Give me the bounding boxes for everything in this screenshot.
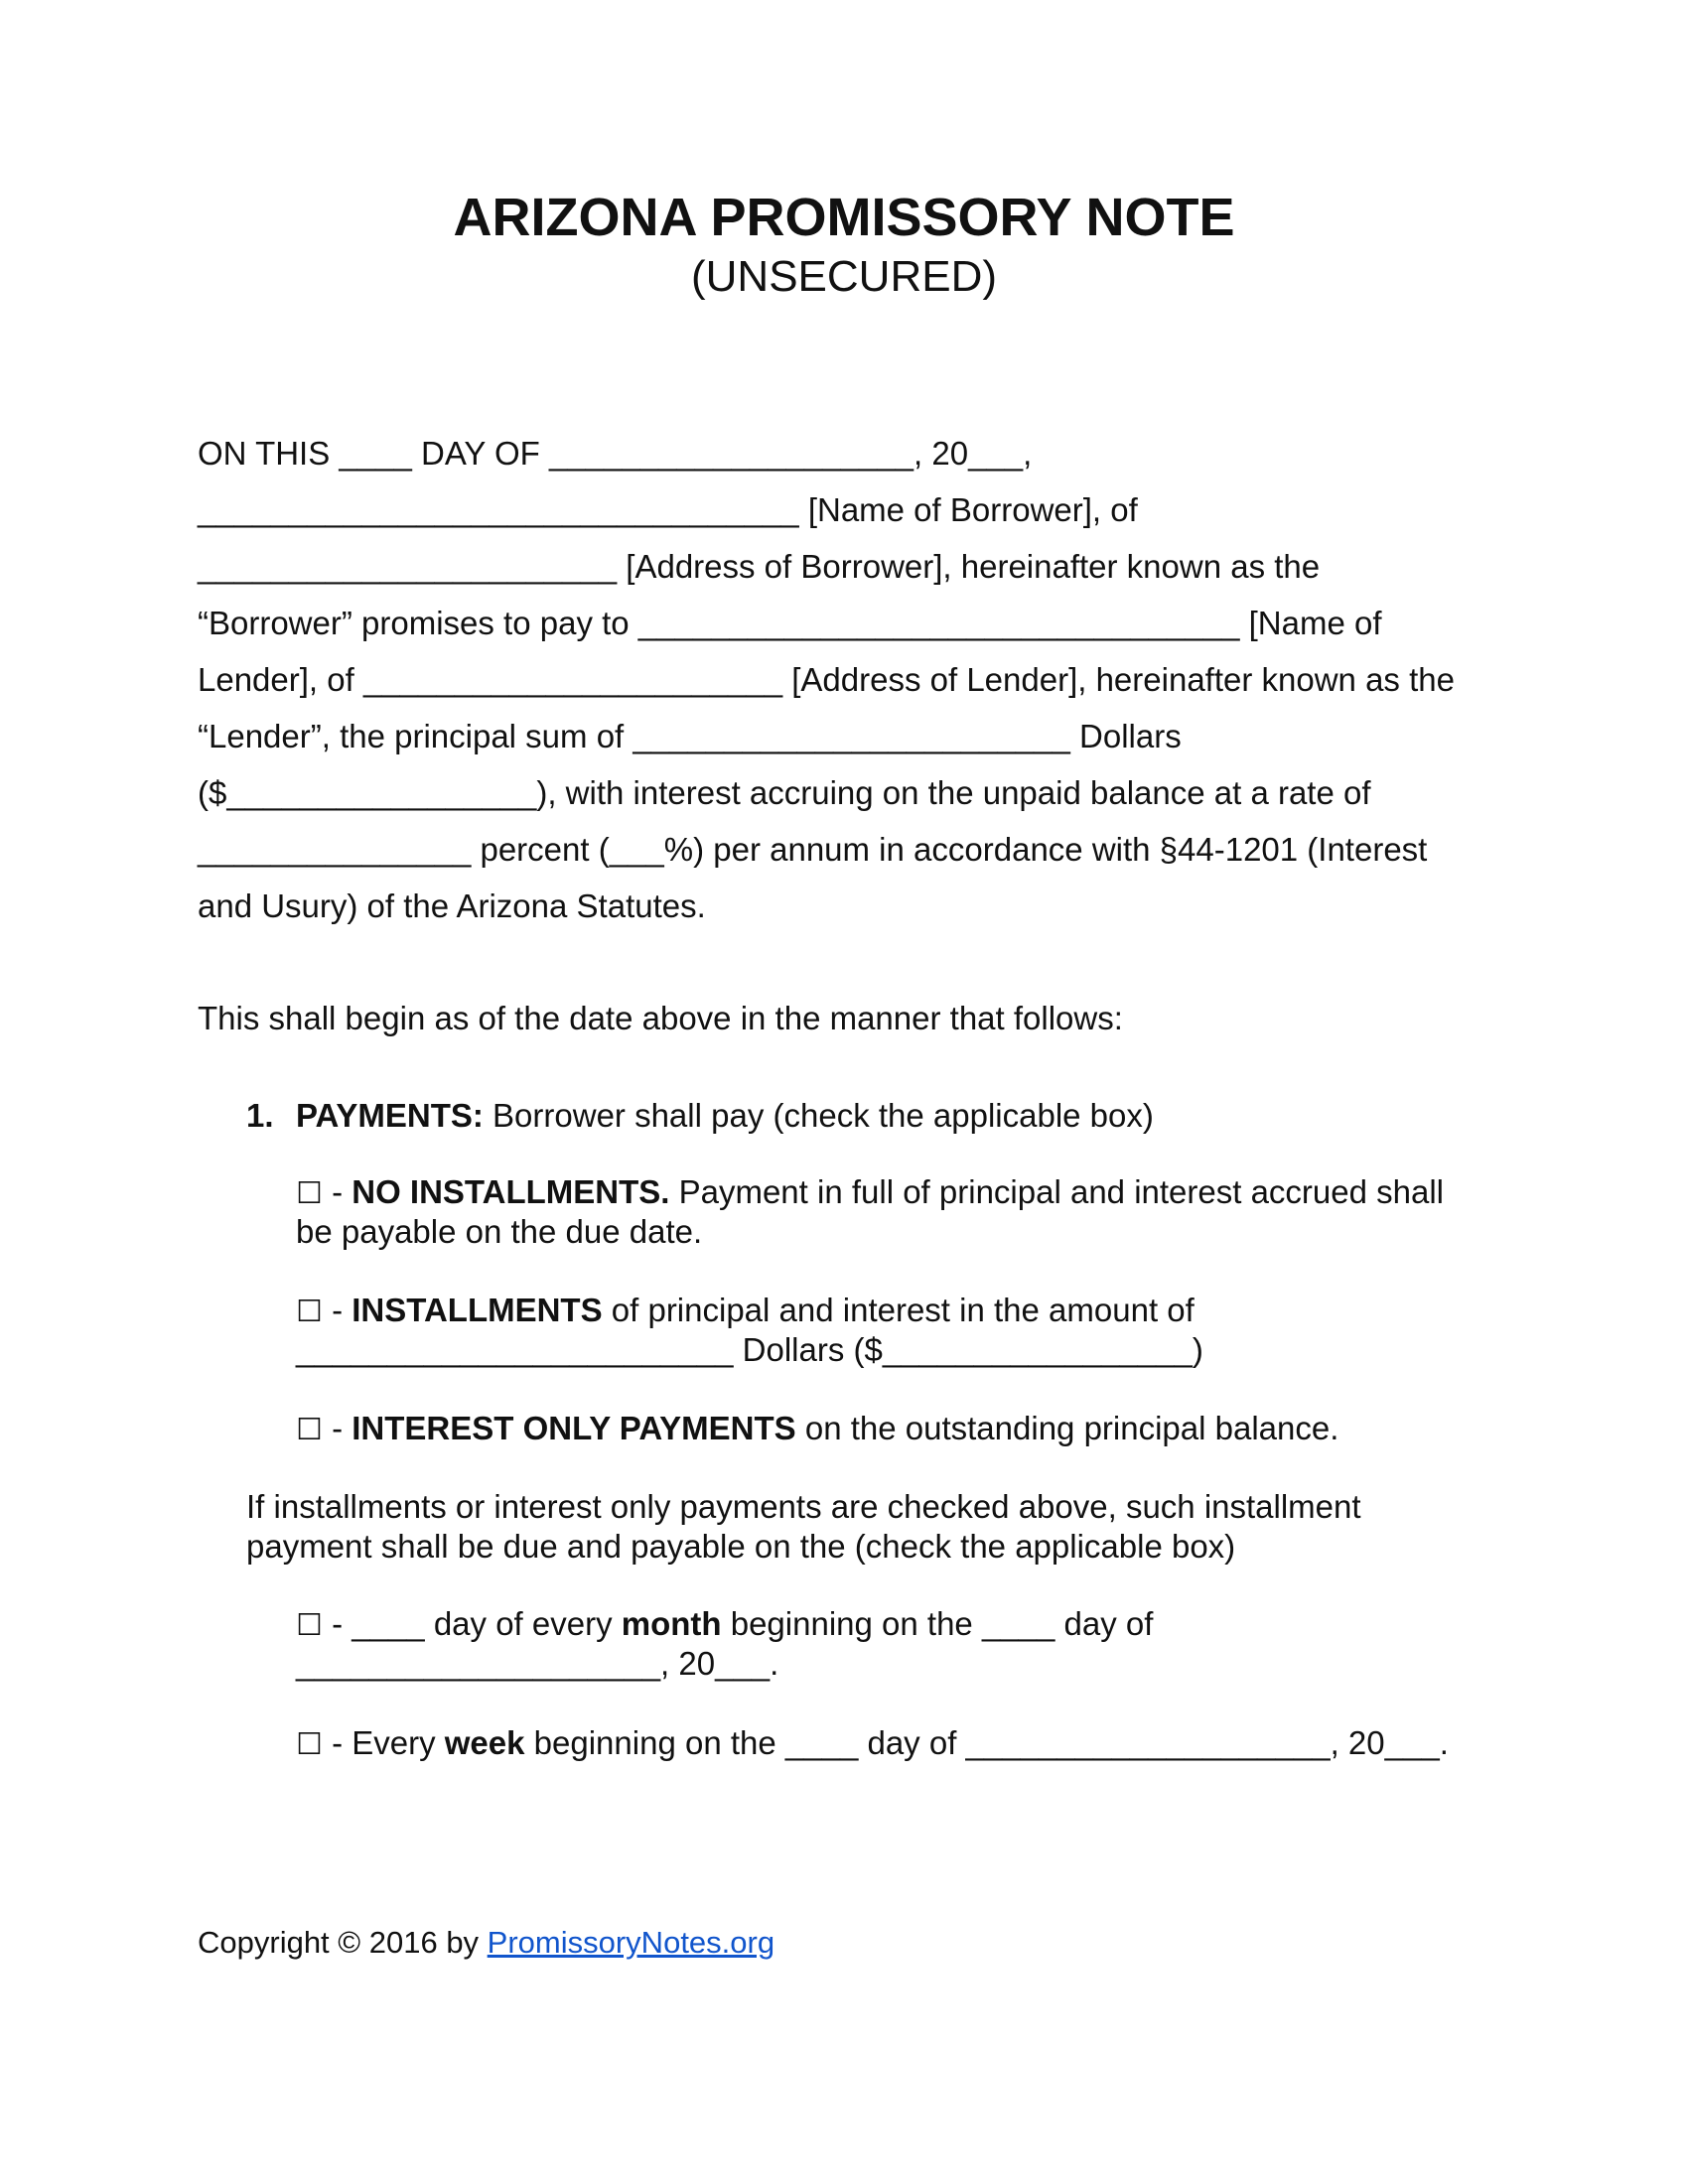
copyright-text: Copyright © 2016 by xyxy=(198,1925,488,1960)
option-interest-only-text: on the outstanding principal balance. xyxy=(795,1410,1339,1446)
schedule-monthly xyxy=(296,1604,1153,1646)
schedule-weekly-before: - Every xyxy=(322,1724,445,1761)
intro-line-5: Lender], of _______________________ [Address of Lender], hereinafter known as the xyxy=(198,661,1455,698)
intro-line-7: ($_________________), with interest accruing on the unpaid balance at a rate of xyxy=(198,774,1371,811)
section-payments-heading xyxy=(246,1096,1154,1136)
option-installments-text: of principal and interest in the amount of xyxy=(602,1292,1195,1328)
section-heading-text: Borrower shall pay (check the applicable box) xyxy=(483,1097,1154,1134)
schedule-monthly-before: - ____ day of every xyxy=(322,1605,622,1642)
option-prefix: - xyxy=(322,1410,352,1446)
weekly-checkbox[interactable]: ☐ xyxy=(296,1727,323,1762)
option-no-installments-text: Payment in full of principal and interest accrued shall xyxy=(669,1173,1445,1210)
intro-line-3: _______________________ [Address of Borrower], hereinafter known as the xyxy=(198,548,1321,585)
section-heading: PAYMENTS: xyxy=(296,1097,484,1134)
schedule-weekly-bold: week xyxy=(444,1724,525,1761)
document-title: ARIZONA PROMISSORY NOTE xyxy=(453,188,1235,247)
option-no-installments xyxy=(296,1172,1444,1214)
option-installments-label: INSTALLMENTS xyxy=(352,1292,603,1328)
intro-line-8: _______________ percent (___%) per annum in accordance with §44-1201 (Interest xyxy=(198,831,1428,868)
begin-statement: This shall begin as of the date above in the manner that follows: xyxy=(198,1000,1123,1036)
no-installments-checkbox[interactable]: ☐ xyxy=(296,1176,323,1211)
schedule-monthly-after: beginning on the ____ day of xyxy=(721,1605,1154,1642)
intro-line-9: and Usury) of the Arizona Statutes. xyxy=(198,887,706,924)
option-prefix: - xyxy=(322,1173,352,1210)
copyright-footer xyxy=(198,1923,774,1963)
option-no-installments-line2: be payable on the due date. xyxy=(296,1213,703,1250)
installments-checkbox[interactable]: ☐ xyxy=(296,1295,323,1329)
option-interest-only-label: INTEREST ONLY PAYMENTS xyxy=(352,1410,796,1446)
schedule-weekly xyxy=(296,1723,1449,1765)
intro-line-4: “Borrower” promises to pay to _________________________________ [Name of xyxy=(198,605,1382,641)
schedule-intro-line-2: payment shall be due and payable on the (check the applicable box) xyxy=(246,1528,1236,1565)
intro-line-1: ON THIS ____ DAY OF ____________________, 20___, xyxy=(198,435,1033,472)
section-number: 1. xyxy=(246,1097,274,1134)
option-installments xyxy=(296,1291,1195,1332)
intro-line-6: “Lender”, the principal sum of ________________________ Dollars xyxy=(198,718,1182,754)
schedule-monthly-line2: ____________________, 20___. xyxy=(296,1645,779,1682)
schedule-weekly-after: beginning on the ____ day of ____________________, 20___. xyxy=(524,1724,1449,1761)
schedule-monthly-bold: month xyxy=(621,1605,722,1642)
option-interest-only xyxy=(296,1409,1338,1450)
schedule-intro-line-1: If installments or interest only payments are checked above, such installment xyxy=(246,1488,1361,1525)
option-prefix: - xyxy=(322,1292,352,1328)
option-no-installments-label: NO INSTALLMENTS. xyxy=(352,1173,670,1210)
interest-only-checkbox[interactable]: ☐ xyxy=(296,1413,323,1447)
document-subtitle: (UNSECURED) xyxy=(691,252,997,301)
promissorynotes-link[interactable]: PromissoryNotes.org xyxy=(487,1925,775,1960)
monthly-checkbox[interactable]: ☐ xyxy=(296,1608,323,1643)
option-installments-line2: ________________________ Dollars ($_________________) xyxy=(296,1331,1203,1368)
intro-line-2: _________________________________ [Name of Borrower], of xyxy=(198,491,1138,528)
